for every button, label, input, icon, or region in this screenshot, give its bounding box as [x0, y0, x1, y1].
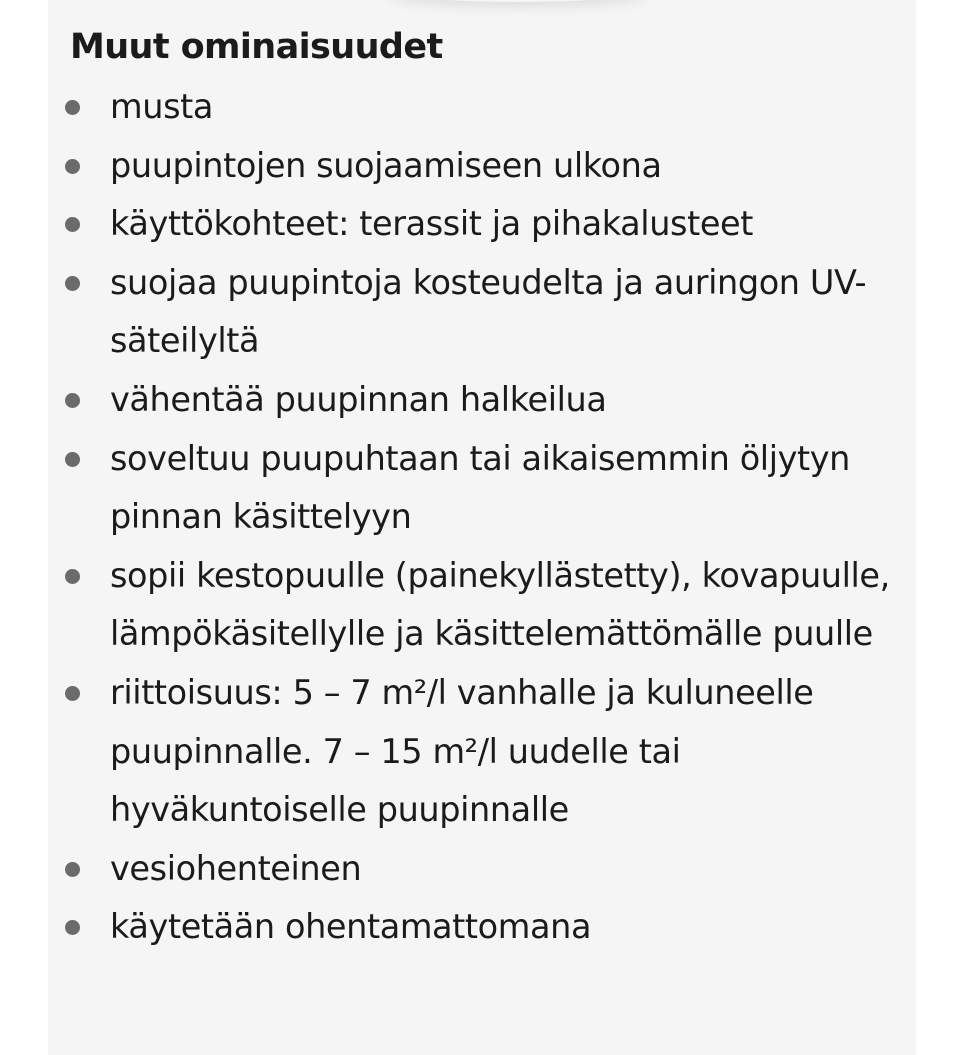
bullet-icon: [65, 276, 80, 291]
bullet-icon: [65, 569, 80, 584]
list-item: [70, 840, 900, 899]
bullet-icon: [65, 920, 80, 935]
list-item-text: puupintojen suojaamiseen ulkona: [110, 145, 662, 185]
list-item: [70, 371, 900, 430]
feature-list: [70, 78, 900, 957]
bullet-icon: [65, 393, 80, 408]
list-item-text: vesiohenteinen: [110, 848, 362, 888]
list-item: [70, 78, 900, 137]
list-item-text: vähentää puupinnan halkeilua: [110, 379, 607, 419]
list-item-text: suojaa puupintoja kosteudelta ja auringon UV-säteilyltä: [110, 262, 867, 361]
list-item-text: soveltuu puupuhtaan tai aikaisemmin öljytyn pinnan käsittelyyn: [110, 438, 851, 537]
product-features-panel: [48, 0, 916, 1055]
list-item: [70, 664, 900, 840]
list-item-text: sopii kestopuulle (painekyllästetty), kovapuulle, lämpökäsitellylle ja käsittelemättömälle puulle: [110, 555, 890, 654]
bullet-icon: [65, 862, 80, 877]
list-item: [70, 254, 900, 371]
list-item: [70, 137, 900, 196]
bullet-icon: [65, 100, 80, 115]
top-shadow: [388, 0, 648, 2]
list-item: [70, 898, 900, 957]
bullet-icon: [65, 217, 80, 232]
list-item-text: riittoisuus: 5 – 7 m²/l vanhalle ja kuluneelle puupinnalle. 7 – 15 m²/l uudelle tai hyväkuntoiselle puupinnalle: [110, 672, 814, 830]
bullet-icon: [65, 159, 80, 174]
list-item-text: käytetään ohentamattomana: [110, 907, 592, 947]
list-item: [70, 547, 900, 664]
list-item-text: käyttökohteet: terassit ja pihakalusteet: [110, 204, 753, 244]
bullet-icon: [65, 452, 80, 467]
list-item-text: musta: [110, 87, 213, 126]
list-item: [70, 430, 900, 547]
features-content: [70, 18, 900, 957]
section-title: Muut ominaisuudet: [70, 27, 443, 67]
list-item: [70, 195, 900, 254]
bullet-icon: [65, 686, 80, 701]
